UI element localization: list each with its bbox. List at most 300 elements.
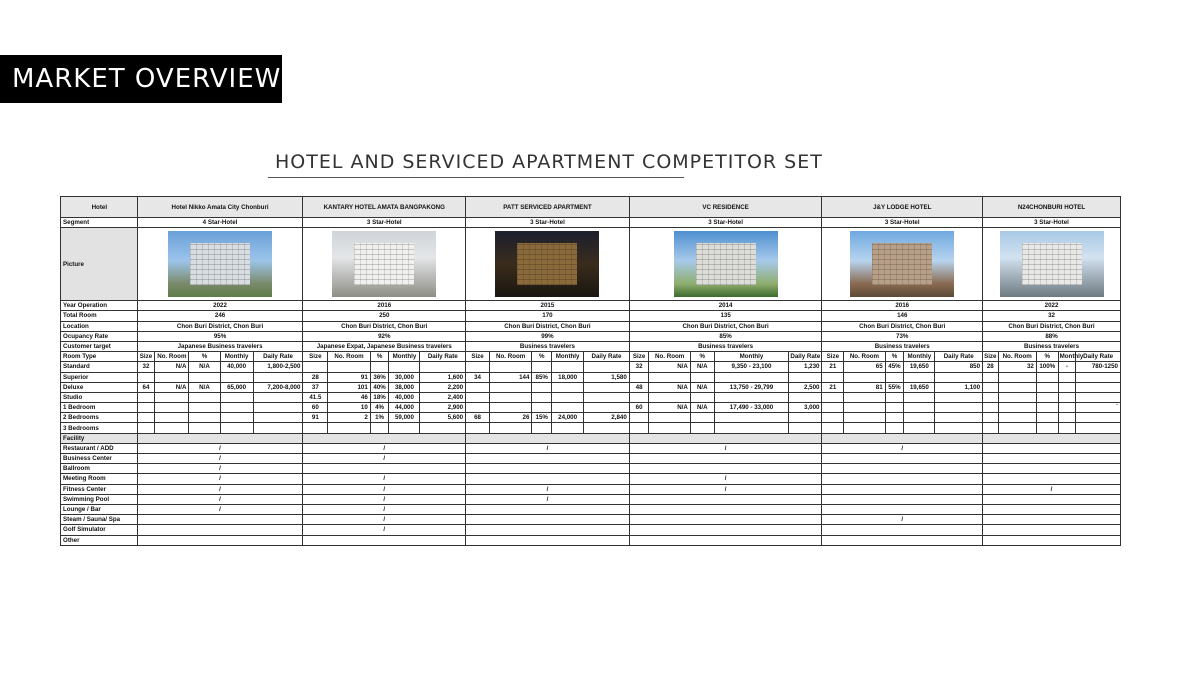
room-cell-daily xyxy=(584,382,630,392)
facility-mark xyxy=(822,464,983,474)
room-cell-no_room: N/A xyxy=(155,382,189,392)
room-cell-size xyxy=(983,392,999,402)
room-cell-size xyxy=(822,392,844,402)
room-cell-size xyxy=(822,372,844,382)
room-cell-monthly xyxy=(389,423,420,433)
room-cell-pct: N/A xyxy=(690,362,714,372)
room-cell-no_room xyxy=(155,392,189,402)
target-value: Business travelers xyxy=(466,341,630,351)
subheader-pct: % xyxy=(189,352,220,362)
facility-header-row xyxy=(61,433,1121,443)
facility-mark: / xyxy=(983,484,1121,494)
room-cell-daily xyxy=(1076,392,1121,402)
facility-row-meeting xyxy=(61,474,1121,484)
row-label-other: Other xyxy=(61,535,138,545)
room-cell-pct xyxy=(885,413,904,423)
hotel-photo xyxy=(850,231,954,297)
room-cell-monthly xyxy=(714,413,789,423)
facility-row-ballroom xyxy=(61,464,1121,474)
room-cell-size xyxy=(303,423,328,433)
facility-mark xyxy=(822,535,983,545)
room-cell-daily xyxy=(253,392,303,402)
facility-row-golf xyxy=(61,525,1121,535)
segment-value: 3 Star-Hotel xyxy=(822,218,983,228)
room-cell-pct xyxy=(690,392,714,402)
subheader-size: Size xyxy=(629,352,649,362)
room-cell-size: 28 xyxy=(983,362,999,372)
room-cell-size xyxy=(983,423,999,433)
room-cell-no_room xyxy=(489,423,531,433)
room-cell-monthly: 19,650 xyxy=(904,382,935,392)
facility-mark xyxy=(629,494,822,504)
location-value: Chon Buri District, Chon Buri xyxy=(983,321,1121,331)
row-label-fitness: Fitness Center xyxy=(61,484,138,494)
facility-mark: / xyxy=(137,484,303,494)
room-cell-monthly xyxy=(552,403,584,413)
year-value: 2022 xyxy=(137,301,303,311)
room-cell-size: 68 xyxy=(466,413,490,423)
facility-row-lounge xyxy=(61,504,1121,514)
room-cell-no_room xyxy=(328,423,370,433)
facility-mark xyxy=(822,454,983,464)
target-value: Business travelers xyxy=(983,341,1121,351)
room-cell-monthly: 40,000 xyxy=(220,362,253,372)
year-value: 2016 xyxy=(822,301,983,311)
facility-mark: / xyxy=(303,525,466,535)
hotel-name: N24CHONBURI HOTEL xyxy=(983,197,1121,218)
hotel-picture-cell xyxy=(983,228,1121,301)
hotel-picture-cell xyxy=(303,228,466,301)
room-cell-daily xyxy=(935,372,983,382)
facility-mark: / xyxy=(303,515,466,525)
room-cell-size xyxy=(822,413,844,423)
room-row-deluxe xyxy=(61,382,1121,392)
row-label-hotel: Hotel xyxy=(61,197,138,218)
banner-text: MARKET OVERVIEW xyxy=(12,64,282,94)
room-cell-size xyxy=(137,403,155,413)
room-cell-size xyxy=(466,423,490,433)
room-cell-daily: 780-1250 xyxy=(1076,362,1121,372)
room-cell-no_room xyxy=(649,423,690,433)
room-cell-size xyxy=(629,423,649,433)
room-cell-monthly xyxy=(389,362,420,372)
room-cell-monthly xyxy=(552,382,584,392)
row-label-superior: Superior xyxy=(61,372,138,382)
facility-mark: / xyxy=(303,494,466,504)
hotel-photo xyxy=(674,231,778,297)
hotel-picture-cell xyxy=(466,228,630,301)
location-row xyxy=(61,321,1121,331)
facility-row-other xyxy=(61,535,1121,545)
room-cell-size xyxy=(983,372,999,382)
total_room-value: 32 xyxy=(983,311,1121,321)
facility-mark xyxy=(983,535,1121,545)
room-cell-pct: 18% xyxy=(370,392,389,402)
row-label-studio: Studio xyxy=(61,392,138,402)
room-cell-no_room: 81 xyxy=(844,382,885,392)
room-cell-daily xyxy=(253,423,303,433)
location-value: Chon Buri District, Chon Buri xyxy=(822,321,983,331)
room-cell-daily: 1,580 xyxy=(584,372,630,382)
room-cell-daily xyxy=(935,423,983,433)
room-cell-no_room xyxy=(844,392,885,402)
room-cell-monthly xyxy=(1058,413,1076,423)
facility-mark xyxy=(137,515,303,525)
room-cell-daily: ` xyxy=(1076,403,1121,413)
facility-mark: / xyxy=(303,443,466,453)
room-cell-monthly: 19,650 xyxy=(904,362,935,372)
facility-mark xyxy=(629,535,822,545)
facility-mark: / xyxy=(303,484,466,494)
room-cell-size xyxy=(822,403,844,413)
facility-mark: / xyxy=(629,474,822,484)
room-cell-size: 48 xyxy=(629,382,649,392)
subheader-no_room: No. Room xyxy=(844,352,885,362)
room-cell-monthly xyxy=(1058,423,1076,433)
row-label-deluxe: Deluxe xyxy=(61,382,138,392)
room-cell-monthly xyxy=(714,423,789,433)
room-cell-pct xyxy=(690,423,714,433)
room-cell-daily xyxy=(1076,372,1121,382)
facility-mark xyxy=(629,515,822,525)
room-cell-no_room xyxy=(998,392,1036,402)
room-cell-monthly xyxy=(904,423,935,433)
room-cell-no_room xyxy=(489,362,531,372)
room-cell-monthly: 40,000 xyxy=(389,392,420,402)
picture-row xyxy=(61,228,1121,301)
room-cell-no_room: 2 xyxy=(328,413,370,423)
room-cell-monthly xyxy=(552,423,584,433)
facility-mark xyxy=(822,494,983,504)
facility-mark: / xyxy=(629,484,822,494)
room-cell-daily xyxy=(584,423,630,433)
facility-row-steam xyxy=(61,515,1121,525)
building-shape xyxy=(696,243,756,285)
facility-mark xyxy=(822,484,983,494)
room-cell-daily: 1,800-2,500 xyxy=(253,362,303,372)
hotel-header-row xyxy=(61,197,1121,218)
title-underline xyxy=(268,177,684,178)
room-cell-pct: N/A xyxy=(189,382,220,392)
room-cell-pct xyxy=(1036,423,1058,433)
target-row xyxy=(61,341,1121,351)
total_room-value: 170 xyxy=(466,311,630,321)
total_room-value: 250 xyxy=(303,311,466,321)
subheader-size: Size xyxy=(466,352,490,362)
facility-header-cell xyxy=(629,433,822,443)
row-label-ballroom: Ballroom xyxy=(61,464,138,474)
location-value: Chon Buri District, Chon Buri xyxy=(629,321,822,331)
subheader-monthly: Monthly xyxy=(389,352,420,362)
facility-mark: / xyxy=(137,443,303,453)
room-cell-pct xyxy=(532,382,552,392)
subheader-no_room: No. Room xyxy=(998,352,1036,362)
room-cell-monthly: 13,750 - 29,799 xyxy=(714,382,789,392)
facility-mark xyxy=(822,504,983,514)
room-cell-monthly: - xyxy=(1058,362,1076,372)
room-cell-size xyxy=(983,382,999,392)
room-cell-monthly: 38,000 xyxy=(389,382,420,392)
room-cell-daily xyxy=(789,413,822,423)
facility-mark xyxy=(983,494,1121,504)
room-cell-size xyxy=(983,413,999,423)
room-cell-daily: 850 xyxy=(935,362,983,372)
room-cell-no_room: N/A xyxy=(649,382,690,392)
room-row-standard xyxy=(61,362,1121,372)
subheader-no_room: No. Room xyxy=(489,352,531,362)
room-cell-no_room xyxy=(844,372,885,382)
room-cell-size: 91 xyxy=(303,413,328,423)
room-cell-pct xyxy=(532,362,552,372)
row-label-target: Customer target xyxy=(61,341,138,351)
room-cell-pct xyxy=(885,372,904,382)
room-cell-size: 28 xyxy=(303,372,328,382)
room-cell-pct xyxy=(189,413,220,423)
room-cell-daily xyxy=(253,413,303,423)
room-cell-pct xyxy=(690,413,714,423)
room-cell-monthly xyxy=(714,392,789,402)
room-cell-pct xyxy=(1036,413,1058,423)
room-cell-pct xyxy=(885,403,904,413)
facility-mark: / xyxy=(137,494,303,504)
room-cell-size: 60 xyxy=(303,403,328,413)
subheader-no_room: No. Room xyxy=(649,352,690,362)
row-label-year: Year Operation xyxy=(61,301,138,311)
row-label-room-type: Room Type xyxy=(61,352,138,362)
facility-mark xyxy=(466,474,630,484)
year-value: 2016 xyxy=(303,301,466,311)
room-cell-no_room xyxy=(998,372,1036,382)
location-value: Chon Buri District, Chon Buri xyxy=(466,321,630,331)
facility-mark xyxy=(983,525,1121,535)
occupancy-value: 85% xyxy=(629,331,822,341)
room-cell-daily xyxy=(584,392,630,402)
facility-mark xyxy=(629,504,822,514)
room-cell-pct: N/A xyxy=(189,362,220,372)
room-cell-size: 64 xyxy=(137,382,155,392)
room-cell-monthly xyxy=(904,413,935,423)
segment-value: 3 Star-Hotel xyxy=(629,218,822,228)
room-cell-size: 32 xyxy=(137,362,155,372)
subheader-daily: Daily Rate xyxy=(1076,352,1121,362)
room-cell-monthly: 44,000 xyxy=(389,403,420,413)
room-cell-no_room xyxy=(649,372,690,382)
row-label-standard: Standard xyxy=(61,362,138,372)
building-shape xyxy=(354,243,414,285)
room-cell-no_room: 10 xyxy=(328,403,370,413)
room-cell-no_room xyxy=(328,362,370,372)
occupancy-row xyxy=(61,331,1121,341)
hotel-photo xyxy=(332,231,436,297)
room-cell-pct xyxy=(885,392,904,402)
subheader-daily: Daily Rate xyxy=(584,352,630,362)
facility-row-business xyxy=(61,454,1121,464)
segment-row xyxy=(61,218,1121,228)
building-shape xyxy=(517,243,577,285)
segment-value: 3 Star-Hotel xyxy=(466,218,630,228)
room-cell-pct xyxy=(370,362,389,372)
room-cell-daily xyxy=(935,392,983,402)
facility-mark xyxy=(983,515,1121,525)
room-cell-no_room: 32 xyxy=(998,362,1036,372)
row-label-bed1: 1 Bedroom xyxy=(61,403,138,413)
row-label-occupancy: Ocupancy Rate xyxy=(61,331,138,341)
facility-mark xyxy=(629,525,822,535)
room-cell-monthly xyxy=(220,423,253,433)
subheader-pct: % xyxy=(885,352,904,362)
room-cell-monthly xyxy=(904,392,935,402)
room-cell-pct xyxy=(532,423,552,433)
room-cell-size xyxy=(137,372,155,382)
building-shape xyxy=(1022,243,1082,285)
room-cell-monthly xyxy=(1058,382,1076,392)
row-label-lounge: Lounge / Bar xyxy=(61,504,138,514)
room-cell-size xyxy=(466,392,490,402)
room-cell-no_room xyxy=(844,413,885,423)
facility-mark: / xyxy=(137,464,303,474)
room-cell-pct xyxy=(532,392,552,402)
subheader-pct: % xyxy=(1036,352,1058,362)
facility-mark xyxy=(629,454,822,464)
room-cell-no_room: N/A xyxy=(649,403,690,413)
room-cell-no_room: N/A xyxy=(649,362,690,372)
room-cell-no_room xyxy=(649,413,690,423)
room-cell-daily: 2,900 xyxy=(420,403,466,413)
facility-row-restaurant xyxy=(61,443,1121,453)
room-cell-size: 34 xyxy=(466,372,490,382)
room-cell-size xyxy=(137,423,155,433)
target-value: Japanese Expat, Japanese Business travelers xyxy=(303,341,466,351)
room-cell-pct: 55% xyxy=(885,382,904,392)
room-cell-daily: 7,200-8,000 xyxy=(253,382,303,392)
facility-mark xyxy=(466,504,630,514)
subheader-pct: % xyxy=(532,352,552,362)
facility-mark: / xyxy=(303,454,466,464)
room-cell-size xyxy=(629,372,649,382)
room-cell-monthly xyxy=(1058,392,1076,402)
room-cell-size: 60 xyxy=(629,403,649,413)
facility-mark xyxy=(983,504,1121,514)
room-cell-monthly xyxy=(714,372,789,382)
room-cell-daily xyxy=(253,372,303,382)
room-cell-monthly xyxy=(220,392,253,402)
room-cell-daily xyxy=(935,403,983,413)
room-cell-monthly: 9,350 - 23,100 xyxy=(714,362,789,372)
rooms-row xyxy=(61,311,1121,321)
facility-mark: / xyxy=(137,504,303,514)
room-cell-no_room: 144 xyxy=(489,372,531,382)
facility-mark xyxy=(303,464,466,474)
room-cell-monthly xyxy=(220,413,253,423)
subheader-daily: Daily Rate xyxy=(790,353,821,361)
room-cell-daily: 3,000 xyxy=(789,403,822,413)
room-cell-size: 21 xyxy=(822,362,844,372)
hotel-photo xyxy=(168,231,272,297)
occupancy-value: 99% xyxy=(466,331,630,341)
row-label-business: Business Center xyxy=(61,454,138,464)
facility-mark xyxy=(983,454,1121,464)
subheader-size: Size xyxy=(984,353,997,361)
facility-mark: / xyxy=(303,504,466,514)
row-label-bed2: 2 Bedrooms xyxy=(61,413,138,423)
hotel-picture-cell xyxy=(629,228,822,301)
room-cell-size xyxy=(822,423,844,433)
room-cell-daily xyxy=(420,423,466,433)
subheader-monthly: Monthly xyxy=(220,352,253,362)
building-shape xyxy=(872,243,932,285)
target-value: Business travelers xyxy=(822,341,983,351)
room-cell-pct xyxy=(189,392,220,402)
room-cell-size xyxy=(137,413,155,423)
hotel-photo xyxy=(1000,231,1104,297)
hotel-name: KANTARY HOTEL AMATA BANGPAKONG xyxy=(303,197,466,218)
room-cell-monthly: 24,000 xyxy=(552,413,584,423)
facility-mark xyxy=(303,535,466,545)
room-cell-size xyxy=(629,392,649,402)
hotel-picture-cell xyxy=(822,228,983,301)
room-cell-no_room xyxy=(155,372,189,382)
building-shape xyxy=(190,243,250,285)
room-cell-daily xyxy=(789,392,822,402)
hotel-photo xyxy=(495,231,599,297)
room-cell-size xyxy=(466,382,490,392)
row-label-rooms: Total Room xyxy=(61,311,138,321)
room-cell-daily xyxy=(935,413,983,423)
row-label-bed3: 3 Bedrooms xyxy=(61,423,138,433)
room-cell-size xyxy=(983,403,999,413)
facility-mark xyxy=(466,454,630,464)
room-cell-monthly xyxy=(552,362,584,372)
room-cell-daily xyxy=(1076,413,1121,423)
room-cell-size: 41.5 xyxy=(303,392,328,402)
room-cell-daily xyxy=(584,403,630,413)
room-cell-monthly: 18,000 xyxy=(552,372,584,382)
hotel-name: VC RESIDENCE xyxy=(629,197,822,218)
room-cell-pct: 40% xyxy=(370,382,389,392)
room-cell-daily xyxy=(789,423,822,433)
hotel-name: PATT SERVICED APARTMENT xyxy=(466,197,630,218)
occupancy-value: 95% xyxy=(137,331,303,341)
room-cell-size xyxy=(629,413,649,423)
room-cell-daily: 1,230 xyxy=(789,362,822,372)
room-cell-daily: 1,100 xyxy=(935,382,983,392)
room-cell-size xyxy=(466,403,490,413)
room-type-header-row xyxy=(61,352,1121,362)
facility-mark xyxy=(983,464,1121,474)
room-cell-daily: 5,600 xyxy=(420,413,466,423)
room-cell-monthly: 59,000 xyxy=(389,413,420,423)
facility-mark: / xyxy=(137,474,303,484)
location-value: Chon Buri District, Chon Buri xyxy=(303,321,466,331)
room-cell-pct xyxy=(1036,392,1058,402)
room-cell-pct: 85% xyxy=(532,372,552,382)
facility-mark: / xyxy=(822,443,983,453)
room-cell-daily xyxy=(253,403,303,413)
facility-header-cell xyxy=(466,433,630,443)
room-cell-pct xyxy=(885,423,904,433)
room-cell-no_room xyxy=(155,423,189,433)
segment-value: 3 Star-Hotel xyxy=(303,218,466,228)
facility-mark xyxy=(466,464,630,474)
facility-mark: / xyxy=(629,443,822,453)
room-cell-pct xyxy=(1036,372,1058,382)
year-value: 2015 xyxy=(466,301,630,311)
target-value: Business travelers xyxy=(629,341,822,351)
room-cell-pct: N/A xyxy=(690,403,714,413)
occupancy-value: 92% xyxy=(303,331,466,341)
row-label-steam: Steam / Sauna/ Spa xyxy=(61,515,138,525)
subheader-monthly: Monthly xyxy=(904,352,935,362)
